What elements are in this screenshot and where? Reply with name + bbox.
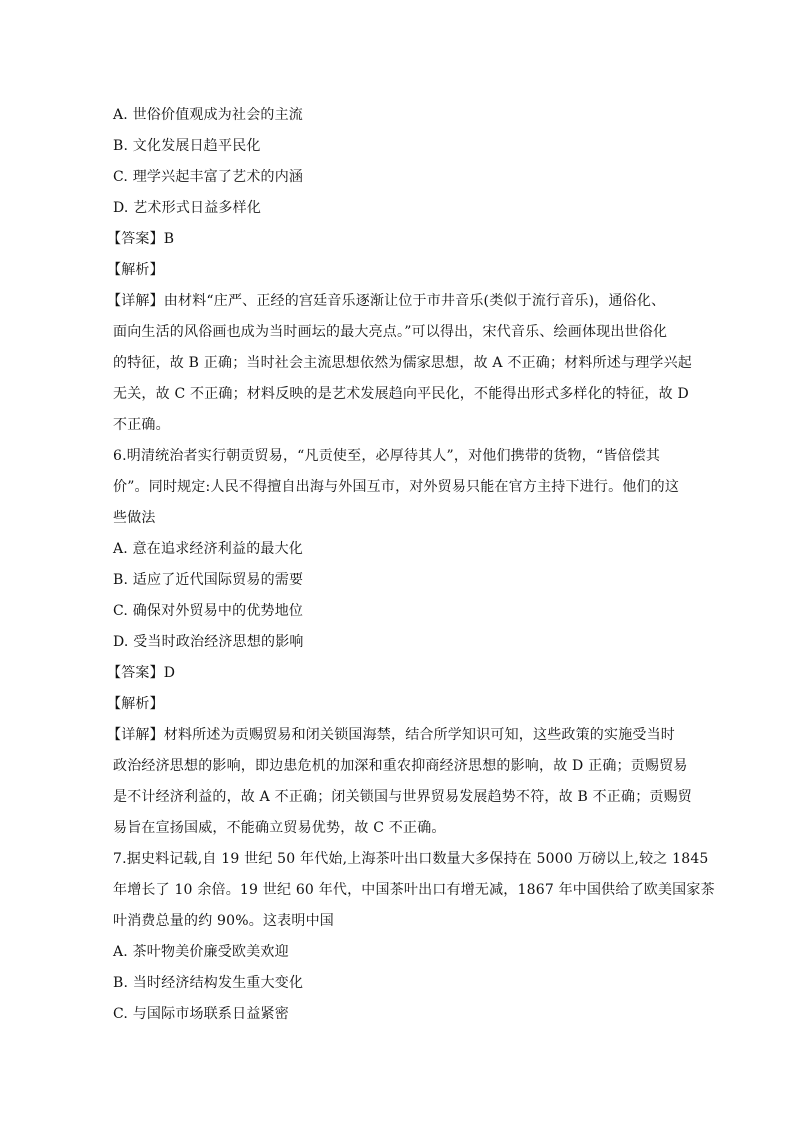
detail-line: 无关，故 C 不正确；材料反映的是艺术发展趋向平民化，不能得出形式多样化的特征，故 D: [113, 386, 689, 402]
question-7: [113, 844, 715, 1030]
option-a: A. 茶叶物美价廉受欧美欢迎: [113, 944, 289, 960]
option-a: A. 世俗价值观成为社会的主流: [113, 107, 304, 123]
option-a: A. 意在追求经济利益的最大化: [113, 541, 304, 557]
question-5: [107, 100, 692, 441]
detail-line: 的特征，故 B 正确；当时社会主流思想依然为儒家思想，故 A 不正确；材料所述与理学兴起: [113, 355, 692, 371]
option-c: C. 理学兴起丰富了艺术的内涵: [113, 169, 304, 185]
detail-line: 【详解】材料所述为贡赐贸易和闭关锁国海禁，结合所学知识可知，这些政策的实施受当时: [107, 727, 675, 743]
answer-label: 【答案】B: [107, 231, 175, 247]
option-d: D. 受当时政治经济思想的影响: [113, 634, 304, 650]
analysis-label: 【解析】: [107, 696, 164, 712]
question-stem-line: 价”。同时规定:人民不得擅自出海与外国互市，对外贸易只能在官方主持下进行。他们的这: [113, 479, 680, 495]
question-6: [107, 441, 692, 844]
detail-line: 不正确。: [113, 417, 170, 433]
detail-line: 【详解】由材料“庄严、正经的宫廷音乐逐渐让位于市井音乐(类似于流行音乐)，通俗化、: [107, 293, 666, 309]
detail-line: 政治经济思想的影响，即边患危机的加深和重农抑商经济思想的影响，故 D 正确；贡赐贸易: [113, 758, 688, 774]
analysis-label: 【解析】: [107, 262, 164, 278]
answer-label: 【答案】D: [107, 665, 176, 681]
question-stem-line: 叶消费总量的约 90%。这表明中国: [113, 913, 334, 929]
detail-line: 易旨在宣扬国威，不能确立贸易优势，故 C 不正确。: [113, 820, 446, 836]
option-b: B. 适应了近代国际贸易的需要: [113, 572, 304, 588]
document-page: [107, 100, 715, 1030]
option-b: B. 当时经济结构发生重大变化: [113, 975, 304, 991]
question-stem-line: 7.据史料记载,自 19 世纪 50 年代始,上海茶叶出口数量大多保持在 5000 万磅以上,较之 1845: [113, 851, 709, 867]
option-c: C. 确保对外贸易中的优势地位: [113, 603, 304, 619]
question-stem-line: 些做法: [113, 510, 156, 526]
detail-line: 面向生活的风俗画也成为当时画坛的最大亮点。”可以得出，宋代音乐、绘画体现出世俗化: [113, 324, 668, 340]
question-stem-line: 6.明清统治者实行朝贡贸易，“凡贡使至，必厚待其人”，对他们携带的货物，“皆倍偿其: [113, 448, 661, 464]
option-c: C. 与国际市场联系日益紧密: [113, 1006, 289, 1022]
detail-line: 是不计经济利益的，故 A 不正确；闭关锁国与世界贸易发展趋势不符，故 B 不正确；贡赐贸: [113, 789, 692, 805]
question-stem-line: 年增长了 10 余倍。19 世纪 60 年代，中国茶叶出口有增无减，1867 年中国供给了欧美国家茶: [113, 882, 715, 898]
option-b: B. 文化发展日趋平民化: [113, 138, 261, 154]
option-d: D. 艺术形式日益多样化: [113, 200, 262, 216]
